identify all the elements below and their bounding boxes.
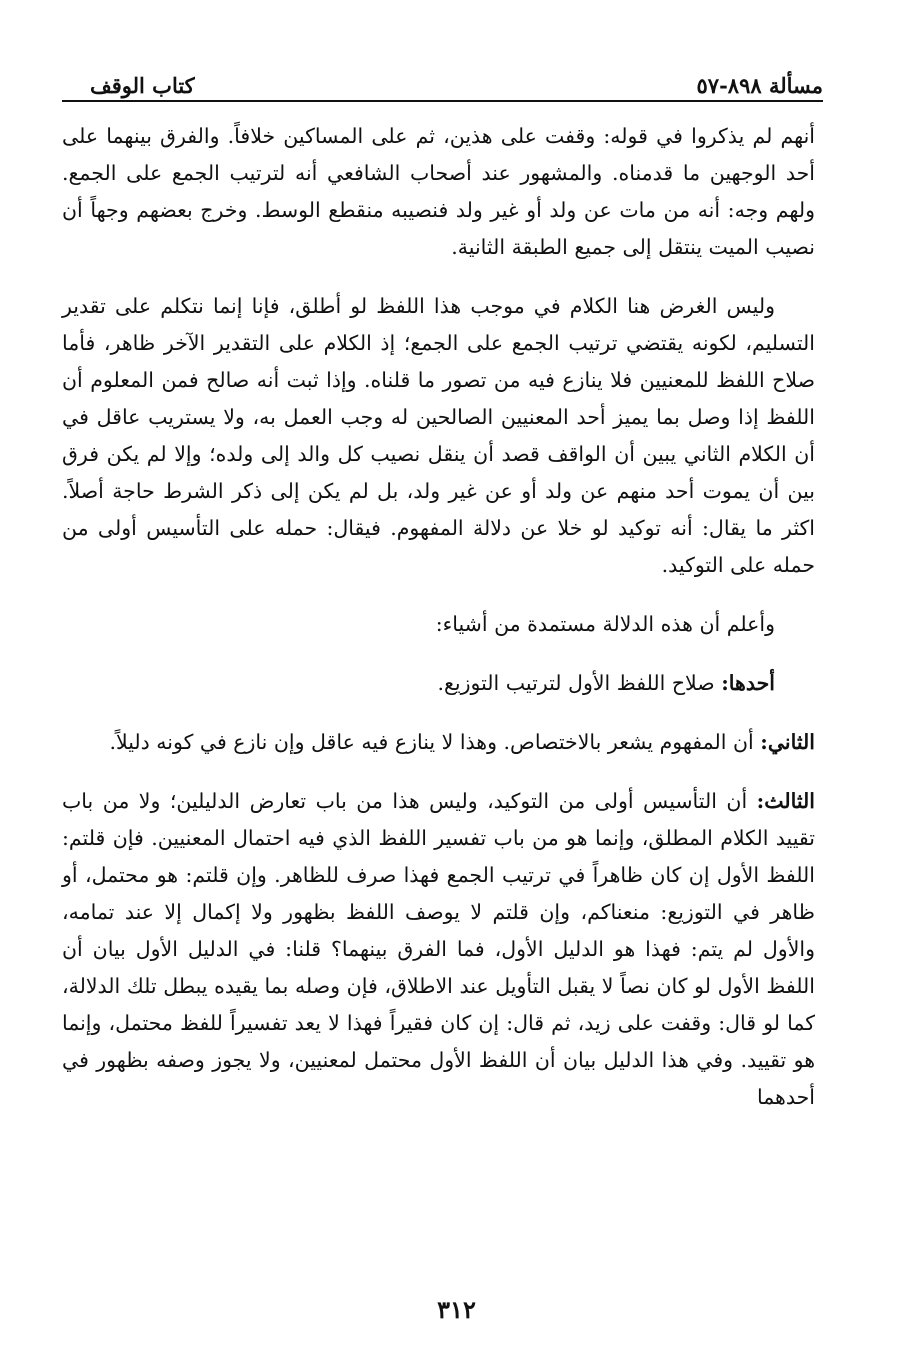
paragraph-3: وأعلم أن هذه الدلالة مستمدة من أشياء: — [435, 612, 775, 636]
list-item-label: الثالث: — [756, 789, 815, 813]
paragraph-2: وليس الغرض هنا الكلام في موجب هذا اللفظ لو أطلق، فإنا إنما نتكلم على تقدير التسليم، لكونه يقتضي ترتيب الجمع على الجمع؛ إذ الكلام على التقدير الآخر ظاهر، فأما صلاح اللفظ للمعنيين فلا ينازع فيه من تصور ما قلناه. وإذا ثبت أنه صالح فمن المعلوم أن اللفظ إذا وصل بما يميز أحد المعنيين الصالحين له وجب العمل به، ولا يستريب عاقل في أن الكلام الثاني يبين أن الواقف قصد أن ينقل نصيب كل والد إلى ولده؛ وإلا لم يكن فرق بين أن يموت أحد منهم عن ولد أو عن غير ولد، بل لم يكن إلى ذكر الشرط حاجة أصلاً. اكثر ما يقال: أنه توكيد لو خلا عن دلالة المفهوم. فيقال: حمله على التأسيس أولى من حمله على التوكيد. — [62, 294, 815, 577]
main-text — [62, 118, 815, 1116]
list-item-label: أحدها: — [721, 671, 775, 695]
paragraph-1: أنهم لم يذكروا في قوله: وقفت على هذين، ثم على المساكين خلافاً. والفرق بينهما على أحد الوجهين ما قدمناه. والمشهور عند أصحاب الشافعي أنه لترتيب الجمع على الجمع. ولهم وجه: أنه من مات عن ولد أو غير ولد فنصيبه منقطع الوسط. وخرج بعضهم وجهاً أن نصيب الميت ينتقل إلى جميع الطبقة الثانية. — [62, 124, 815, 259]
list-item-label: الثاني: — [760, 730, 815, 754]
list-item-text: أن التأسيس أولى من التوكيد، وليس هذا من باب تعارض الدليلين؛ ولا من باب تقييد الكلام المطلق، وإنما هو من باب تفسير اللفظ الذي فيه احتمال المعنيين. فإن قلتم: اللفظ الأول إن كان ظاهراً في ترتيب الجمع فهذا صرف للظاهر. وإن قلتم: هو محتمل، أو ظاهر في التوزيع: منعناكم، وإن قلتم لا يوصف اللفظ بظهور ولا إكمال إلا عند تمامه، والأول لم يتم: فهذا هو الدليل الأول، فما الفرق بينهما؟ قلنا: في الدليل الأول بيان أن اللفظ الأول لو كان نصاً لا يقبل التأويل عند الاطلاق، فإن وصله بما يقيده يبطل تلك الدلالة، كما لو قال: وقفت على زيد، ثم قال: إن كان فقيراً فهذا لا يعد تفسيراً للفظ محتمل، وإنما هو تقييد. وفي هذا الدليل بيان أن اللفظ الأول محتمل لمعنيين، ولا يجوز وصفه بظهور في أحدهما — [62, 789, 815, 1109]
list-item-3 — [62, 783, 815, 1116]
list-item-text: صلاح اللفظ الأول لترتيب التوزيع. — [437, 671, 715, 695]
list-item-1 — [62, 665, 815, 702]
book-title: كتاب الوقف — [90, 73, 195, 98]
issue-number: مسألة ٨٩٨-٥٧ — [696, 73, 823, 98]
running-header — [90, 56, 823, 96]
header-rule — [62, 100, 823, 102]
page-number: ٣١٢ — [437, 1295, 476, 1324]
list-item-2 — [62, 724, 815, 761]
list-item-text: أن المفهوم يشعر بالاختصاص. وهذا لا ينازع فيه عاقل وإن نازع في كونه دليلاً. — [109, 730, 754, 754]
